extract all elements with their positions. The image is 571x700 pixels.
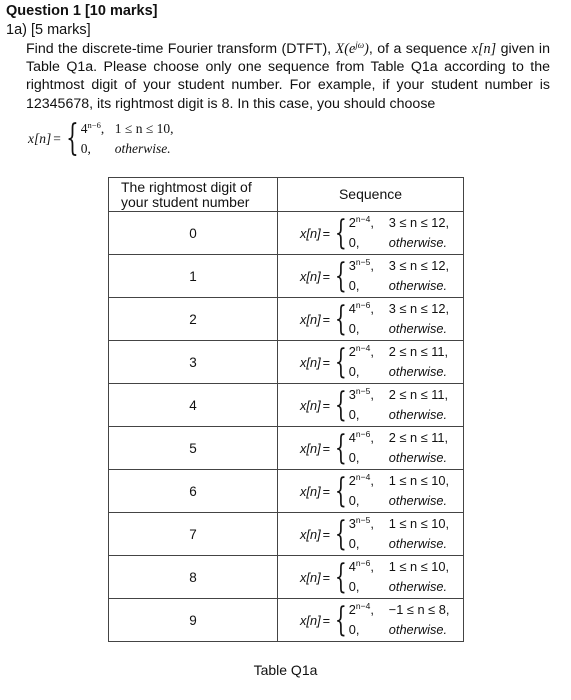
sequence-zero: 0,	[348, 579, 360, 594]
sequence-lhs: x[n]	[300, 268, 321, 284]
sequence-condition: 3 ≤ n ≤ 12,	[388, 301, 450, 316]
left-brace: {	[334, 256, 347, 296]
left-brace: {	[66, 118, 79, 159]
sequence-zero: 0,	[348, 493, 360, 508]
sequence-otherwise: otherwise.	[388, 622, 448, 637]
sequence-symbol: x[n]	[471, 41, 497, 57]
sequence-zero: 0,	[348, 450, 360, 465]
table-row	[109, 298, 464, 341]
example-zero: 0,	[80, 141, 91, 156]
sequence-otherwise: otherwise.	[388, 278, 448, 293]
digit-cell: 5	[109, 427, 278, 470]
left-brace: {	[334, 600, 347, 640]
question-title: Question 1 [10 marks]	[6, 3, 158, 19]
left-brace: {	[334, 342, 347, 382]
table-row	[109, 599, 464, 642]
sequence-condition: 3 ≤ n ≤ 12,	[388, 215, 450, 230]
sequence-cell: x[n] = { $4^{n-6}$, 3 ≤ n ≤ 12, 0, otherwise.	[278, 298, 464, 341]
sequence-lhs: x[n]	[300, 612, 321, 628]
sequence-lhs: x[n]	[300, 483, 321, 499]
sequence-term: $3^{n-5}$,	[348, 257, 374, 273]
dtft-symbol: $X(e^{j\omega})$	[335, 40, 369, 57]
sequence-lhs: x[n]	[300, 311, 321, 327]
sequence-term: $2^{n-4}$,	[348, 601, 374, 617]
sequence-condition: 2 ≤ n ≤ 11,	[388, 344, 449, 359]
table-row	[109, 556, 464, 599]
sequence-otherwise: otherwise.	[388, 364, 448, 379]
example-term: $4^{n-6}$,	[80, 120, 105, 136]
sequence-cell: x[n] = { $2^{n-4}$, −1 ≤ n ≤ 8, 0, otherwise.	[278, 599, 464, 642]
question-text	[26, 40, 550, 113]
sequence-zero: 0,	[348, 321, 360, 336]
sequence-term: $4^{n-6}$,	[348, 300, 374, 316]
sequence-zero: 0,	[348, 364, 360, 379]
body-text-3: given in Table Q1a. Please choose only one sequence from Table Q1a according to the rightmost digit of your student number. For example, if your student number is 12345678, its rightmost digit is 8. In this case, you should choose	[26, 41, 550, 112]
digit-cell: 8	[109, 556, 278, 599]
sequence-zero: 0,	[348, 536, 360, 551]
sequence-term: $4^{n-6}$,	[348, 558, 374, 574]
table-row	[109, 212, 464, 255]
sequence-term: $2^{n-4}$,	[348, 214, 374, 230]
sequence-condition: 2 ≤ n ≤ 11,	[388, 430, 449, 445]
sequence-lhs: x[n]	[300, 225, 321, 241]
sequence-otherwise: otherwise.	[388, 235, 448, 250]
sequence-condition: 1 ≤ n ≤ 10,	[388, 559, 450, 574]
sequence-condition: 2 ≤ n ≤ 11,	[388, 387, 449, 402]
sequence-condition: 1 ≤ n ≤ 10,	[388, 473, 450, 488]
digit-cell: 1	[109, 255, 278, 298]
left-brace: {	[334, 514, 347, 554]
sequence-lhs: x[n]	[300, 526, 321, 542]
sequence-lhs: x[n]	[300, 354, 321, 370]
left-brace: {	[334, 213, 347, 253]
body-text-2: , of a sequence	[368, 41, 468, 57]
digit-cell: 9	[109, 599, 278, 642]
sequence-term: $2^{n-4}$,	[348, 472, 374, 488]
table-row	[109, 513, 464, 556]
sequence-cell: x[n] = { $3^{n-5}$, 3 ≤ n ≤ 12, 0, otherwise.	[278, 255, 464, 298]
sequence-zero: 0,	[348, 622, 360, 637]
body-text-1: Find the discrete-time Fourier transform (DTFT),	[26, 41, 332, 57]
example-condition: 1 ≤ n ≤ 10,	[114, 121, 174, 136]
table-row	[109, 384, 464, 427]
part-label: 1a) [5 marks]	[6, 22, 91, 38]
left-brace: {	[334, 428, 347, 468]
sequence-cell: x[n] = { $4^{n-6}$, 1 ≤ n ≤ 10, 0, otherwise.	[278, 556, 464, 599]
sequence-term: $2^{n-4}$,	[348, 343, 374, 359]
sequence-zero: 0,	[348, 278, 360, 293]
sequence-cell: x[n] = { $3^{n-5}$, 1 ≤ n ≤ 10, 0, otherwise.	[278, 513, 464, 556]
sequence-otherwise: otherwise.	[388, 536, 448, 551]
sequence-otherwise: otherwise.	[388, 321, 448, 336]
example-lhs: x[n]	[28, 131, 52, 146]
sequence-otherwise: otherwise.	[388, 407, 448, 422]
digit-cell: 4	[109, 384, 278, 427]
table-row	[109, 341, 464, 384]
sequence-term: $3^{n-5}$,	[348, 386, 374, 402]
sequence-lhs: x[n]	[300, 569, 321, 585]
table-row	[109, 470, 464, 513]
left-brace: {	[334, 557, 347, 597]
sequence-term: $4^{n-6}$,	[348, 429, 374, 445]
sequence-cell: x[n] = { $2^{n-4}$, 2 ≤ n ≤ 11, 0, otherwise.	[278, 341, 464, 384]
sequence-cell: x[n] = { $4^{n-6}$, 2 ≤ n ≤ 11, 0, otherwise.	[278, 427, 464, 470]
sequence-cell: x[n] = { $2^{n-4}$, 3 ≤ n ≤ 12, 0, otherwise.	[278, 212, 464, 255]
table-caption: Table Q1a	[253, 662, 318, 678]
sequence-zero: 0,	[348, 407, 360, 422]
sequence-condition: 3 ≤ n ≤ 12,	[388, 258, 450, 273]
sequence-cell: x[n] = { $2^{n-4}$, 1 ≤ n ≤ 10, 0, otherwise.	[278, 470, 464, 513]
sequence-zero: 0,	[348, 235, 360, 250]
sequence-lhs: x[n]	[300, 440, 321, 456]
sequence-otherwise: otherwise.	[388, 579, 448, 594]
sequence-table	[108, 177, 464, 642]
sequence-lhs: x[n]	[300, 397, 321, 413]
digit-cell: 6	[109, 470, 278, 513]
sequence-condition: −1 ≤ n ≤ 8,	[388, 602, 450, 617]
header-digit: The rightmost digit of your student number	[109, 178, 278, 212]
example-sequence: x[n] = { $4^{n-6}$, 1 ≤ n ≤ 10, 0, otherwise.	[28, 118, 174, 159]
sequence-otherwise: otherwise.	[388, 493, 448, 508]
left-brace: {	[334, 299, 347, 339]
digit-cell: 7	[109, 513, 278, 556]
digit-cell: 0	[109, 212, 278, 255]
table-row	[109, 255, 464, 298]
sequence-otherwise: otherwise.	[388, 450, 448, 465]
left-brace: {	[334, 385, 347, 425]
header-sequence: Sequence	[278, 178, 464, 212]
table-row	[109, 427, 464, 470]
example-otherwise: otherwise.	[114, 141, 171, 156]
sequence-condition: 1 ≤ n ≤ 10,	[388, 516, 450, 531]
left-brace: {	[334, 471, 347, 511]
digit-cell: 3	[109, 341, 278, 384]
sequence-cell: x[n] = { $3^{n-5}$, 2 ≤ n ≤ 11, 0, otherwise.	[278, 384, 464, 427]
sequence-term: $3^{n-5}$,	[348, 515, 374, 531]
digit-cell: 2	[109, 298, 278, 341]
